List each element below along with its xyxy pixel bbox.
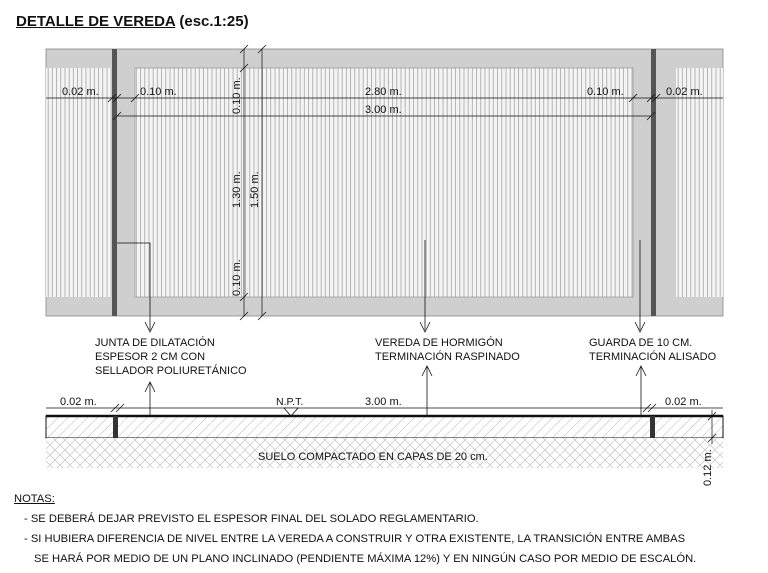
section-dim-right-joint: 0.02 m.	[665, 396, 702, 408]
right-neighbor-panel	[676, 68, 723, 297]
soil-label: SUELO COMPACTADO EN CAPAS DE 20 cm.	[258, 451, 488, 463]
title-scale: (esc.1:25)	[179, 13, 249, 30]
dim-panel-width: 2.80 m.	[365, 86, 402, 98]
note-line-3: SE HARÁ POR MEDIO DE UN PLANO INCLINADO (PENDIENTE MÁXIMA 12%) Y EN NINGÚN CASO POR MEDIO DE ESCALÓN.	[34, 553, 697, 565]
section-right-joint	[650, 416, 655, 438]
section-view	[46, 366, 723, 486]
title-main: DETALLE DE VEREDA	[16, 13, 176, 30]
level-label: N.P.T.	[276, 396, 304, 408]
section-dim-width: 3.00 m.	[365, 396, 402, 408]
dim-bottom-guard: 0.10 m.	[231, 259, 243, 296]
sidewalk-label-2: TERMINACIÓN RASPINADO	[375, 351, 520, 363]
note-line-1: - SE DEBERÁ DEJAR PREVISTO EL ESPESOR FINAL DEL SOLADO REGLAMENTARIO.	[24, 513, 479, 525]
guard-label-1: GUARDA DE 10 CM.	[589, 337, 693, 349]
plan-view	[46, 45, 723, 332]
note-line-2: - SI HUBIERA DIFERENCIA DE NIVEL ENTRE LA VEREDA A CONSTRUIR Y OTRA EXISTENTE, LA TRANSICIÓN ENTRE AMBAS	[24, 533, 686, 545]
concrete-panel	[135, 68, 633, 297]
dim-top-guard: 0.10 m.	[231, 77, 243, 114]
joint-label-3: SELLADOR POLIURETÁNICO	[95, 365, 247, 377]
section-dim-left-joint: 0.02 m.	[60, 396, 97, 408]
guard-label-2: TERMINACIÓN ALISADO	[589, 351, 717, 363]
right-expansion-joint	[651, 49, 656, 316]
thickness-dim: 0.12 m.	[702, 449, 714, 486]
joint-label-1: JUNTA DE DILATACIÓN	[95, 337, 215, 349]
notes	[14, 489, 696, 569]
joint-label-2: ESPESOR 2 CM CON	[95, 351, 206, 363]
concrete-slab	[46, 416, 723, 438]
dim-total-height: 1.50 m.	[249, 171, 261, 208]
plan-labels	[95, 336, 717, 377]
dim-left-joint: 0.02 m.	[62, 86, 99, 98]
dim-right-joint: 0.02 m.	[666, 86, 703, 98]
dim-total-width: 3.00 m.	[365, 104, 402, 116]
dim-panel-height: 1.30 m.	[231, 171, 243, 208]
section-left-joint	[113, 416, 118, 438]
dim-right-guard: 0.10 m.	[587, 86, 624, 98]
notes-title: NOTAS:	[14, 493, 55, 505]
sidewalk-label-1: VEREDA DE HORMIGÓN	[375, 337, 503, 349]
dim-left-guard: 0.10 m.	[140, 86, 177, 98]
left-expansion-joint	[112, 49, 117, 316]
left-neighbor-panel	[46, 68, 112, 297]
